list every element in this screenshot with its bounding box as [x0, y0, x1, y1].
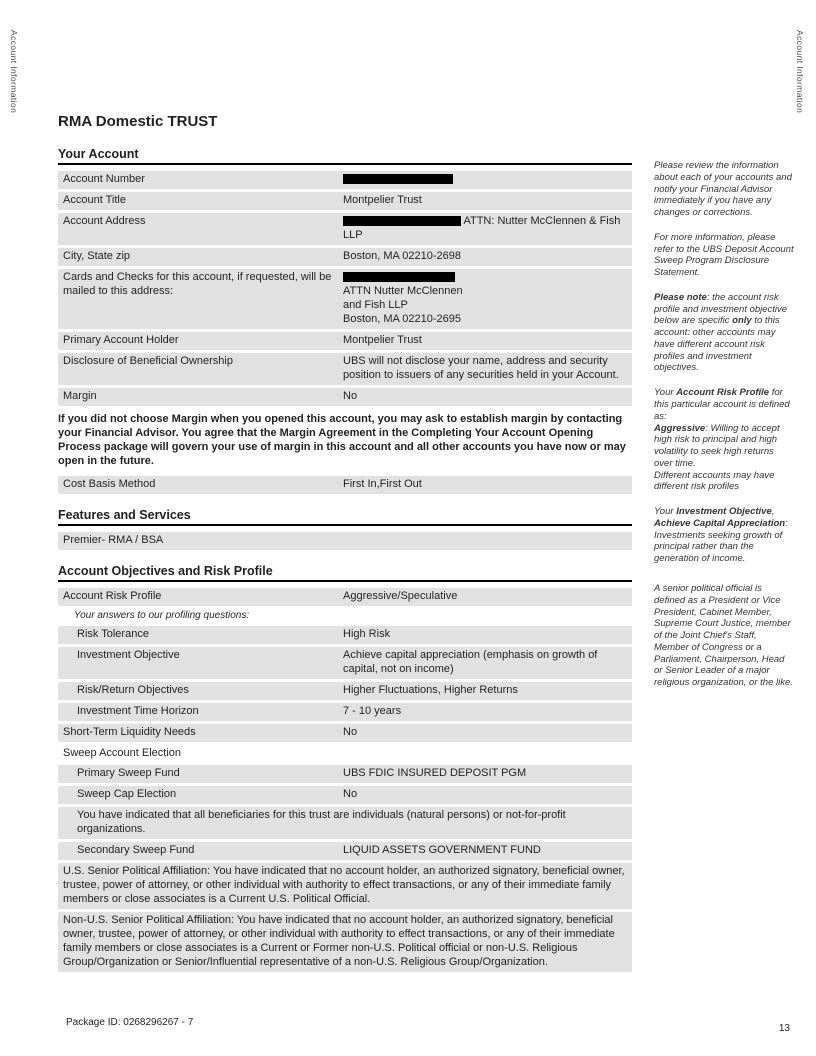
row-investment-time-horizon — [58, 703, 632, 721]
note-investment-objective — [654, 506, 794, 565]
field-label: Account Title — [63, 193, 126, 206]
footer-page-number: 13 — [778, 1023, 790, 1034]
note-text: , — [771, 506, 775, 518]
field-label: Cost Basis Method — [63, 477, 156, 490]
mailing-address-line: Boston, MA 02210-2695 — [343, 312, 462, 325]
row-account-number — [58, 171, 632, 189]
field-label: Account Address — [63, 214, 146, 227]
redaction-box — [343, 174, 453, 184]
field-label: Secondary Sweep Fund — [77, 844, 195, 857]
note-please-note — [654, 292, 794, 374]
field-label: Account Risk Profile — [63, 589, 162, 602]
row-account-risk-profile — [58, 588, 632, 606]
row-non-us-political-affiliation — [58, 912, 632, 972]
row-us-political-affiliation — [58, 863, 632, 909]
row-secondary-sweep-fund — [58, 842, 632, 860]
field-value — [343, 173, 627, 187]
field-value: No — [343, 788, 358, 801]
field-label: Account Number — [63, 173, 145, 185]
section-heading-account-objectives: Account Objectives and Risk Profile — [58, 564, 632, 582]
field-label: Disclosure of Beneficial Ownership — [63, 354, 233, 367]
note-text: to this account: other accounts may have different account risk profiles and investment objectives. — [654, 315, 780, 374]
row-beneficial-ownership — [58, 353, 632, 385]
note-text-bold: Aggressive — [654, 422, 706, 434]
field-value: First In,First Out — [343, 477, 422, 490]
row-investment-objective — [58, 647, 632, 679]
field-label: Primary Account Holder — [63, 333, 179, 346]
field-value: Boston, MA 02210-2698 — [343, 249, 462, 262]
row-primary-account-holder — [58, 332, 632, 350]
note-senior-political-official: A senior political official is defined as a President or Vice President, Cabinet Member, Supreme Court Justice, member of the Joint Chief's Staff, Member of Congress or a Parliament, Chairperson, Head or Senior Leader of a major religious organization, or the like. — [654, 582, 793, 689]
field-label: Sweep Cap Election — [77, 788, 177, 801]
field-label: Risk/Return Objectives — [77, 683, 189, 696]
note-text: : Investments seeking growth of principal rather than the generation of income. — [654, 517, 788, 565]
vertical-label-account-information-left: Account Information — [9, 30, 19, 114]
row-account-title — [58, 192, 632, 210]
note-account-risk-profile — [654, 387, 794, 493]
field-value: No — [343, 389, 358, 402]
field-value: Achieve capital appreciation (emphasis on growth of capital, not on income) — [343, 648, 598, 675]
note-text-bold: Please note — [654, 291, 707, 303]
note-text-bold: Achieve Capital Appreciation — [654, 517, 786, 529]
field-label: Risk Tolerance — [77, 627, 149, 640]
note-text-bold: only — [732, 315, 752, 327]
margin-notice-paragraph: If you did not choose Margin when you opened this account, you may ask to establish margin by contacting your Financial Advisor. You agree that the Margin Agreement in the Completing Your Account Opening Process package will govern your use of margin in this account and all other accounts you have now or may open in the future. — [58, 412, 626, 468]
profiling-questions-note: Your answers to our profiling questions: — [74, 609, 250, 621]
note-text: Different accounts may have different risk profiles — [654, 469, 775, 493]
section-heading-your-account: Your Account — [58, 147, 632, 165]
field-label: Short-Term Liquidity Needs — [63, 725, 196, 738]
row-cards-and-checks — [58, 269, 632, 329]
field-value: UBS FDIC INSURED DEPOSIT PGM — [343, 767, 527, 780]
note-text-bold: Investment Objective — [676, 506, 772, 518]
field-label: Investment Time Horizon — [77, 704, 199, 717]
note-text: Your — [654, 387, 677, 399]
note-text: for this particular account is defined as: — [654, 387, 790, 422]
note-more-information: For more information, please refer to the UBS Deposit Account Sweep Program Disclosure Statement. — [654, 231, 794, 279]
beneficiaries-note-text: You have indicated that all beneficiaries for this trust are individuals (natural persons) or not-for-profit organizations. — [77, 809, 566, 836]
redaction-box — [343, 216, 461, 226]
note-text: : Willing to accept high risk to principal and high volatility to seek high returns over time. — [654, 422, 780, 469]
field-value — [343, 215, 627, 243]
field-value: Aggressive/Speculative — [343, 589, 458, 602]
field-value: UBS will not disclose your name, address and security position to issuers of any securities held in your Account. — [343, 354, 619, 381]
us-political-text: U.S. Senior Political Affiliation: You have indicated that no account holder, an authorized signatory, beneficial owner, trustee, power of attorney, or other individual with authority to effect transactions, or any of their immediate family members or close associates is a Current U.S. Political Official. — [63, 865, 625, 906]
row-sweep-cap-election — [58, 786, 632, 804]
note-text: Your — [654, 506, 677, 518]
mailing-address-line: ATTN Nutter McClennen — [343, 284, 463, 297]
field-value: 7 - 10 years — [343, 704, 402, 717]
row-account-address — [58, 213, 632, 245]
row-primary-sweep-fund — [58, 765, 632, 783]
note-text-bold: Account Risk Profile — [676, 387, 770, 399]
row-cost-basis-method — [58, 476, 632, 494]
row-margin — [58, 388, 632, 406]
sidebar-notes — [654, 160, 794, 702]
note-text: : the account risk profile and investment objective below are specific — [654, 291, 788, 327]
address-text: ATTN: Nutter McClennen & Fish LLP — [343, 214, 621, 241]
row-city-state-zip — [58, 248, 632, 266]
field-value: High Risk — [343, 627, 391, 640]
non-us-political-text: Non-U.S. Senior Political Affiliation: You have indicated that no account holder, an authorized signatory, beneficial owner, trustee, power of attorney, or other individual with authority to effect transactions, or any of their immediate family members or close associates is a Current or Former non-U.S. Political official or non-U.S. Religious Group/Organization or Senior/Influential representative of a non-U.S. Religious Group/Organization. — [63, 914, 615, 969]
section-heading-features-and-services: Features and Services — [58, 508, 632, 526]
field-label: Sweep Account Election — [63, 746, 182, 759]
page-title: RMA Domestic TRUST — [58, 113, 218, 130]
row-beneficiaries-note — [58, 807, 632, 839]
field-label: Margin — [63, 389, 97, 402]
footer-package-id: Package ID: 0268296267 - 7 — [66, 1017, 194, 1028]
field-label: Cards and Checks for this account, if requested, will be mailed to this address: — [63, 270, 332, 297]
field-value — [343, 271, 627, 327]
field-value: LIQUID ASSETS GOVERNMENT FUND — [343, 844, 541, 857]
field-value: Higher Fluctuations, Higher Returns — [343, 683, 518, 696]
field-label: Primary Sweep Fund — [77, 767, 180, 780]
row-sweep-account-election — [58, 745, 632, 763]
redaction-box — [343, 272, 455, 282]
field-label: Premier- RMA / BSA — [63, 533, 164, 546]
row-risk-tolerance — [58, 626, 632, 644]
field-value: No — [343, 725, 358, 738]
field-label: City, State zip — [63, 249, 131, 262]
field-value: Montpelier Trust — [343, 193, 422, 206]
row-risk-return-objectives — [58, 682, 632, 700]
row-premier-rma-bsa — [58, 532, 632, 550]
document-body — [58, 113, 632, 975]
row-short-term-liquidity — [58, 724, 632, 742]
field-label: Investment Objective — [77, 648, 180, 661]
note-review-information: Please review the information about each of your accounts and notify your Financial Advisor immediately if you have any changes or corrections. — [654, 160, 792, 219]
mailing-address-line: and Fish LLP — [343, 298, 408, 311]
vertical-label-account-information-right: Account Information — [795, 30, 805, 114]
field-value: Montpelier Trust — [343, 333, 422, 346]
